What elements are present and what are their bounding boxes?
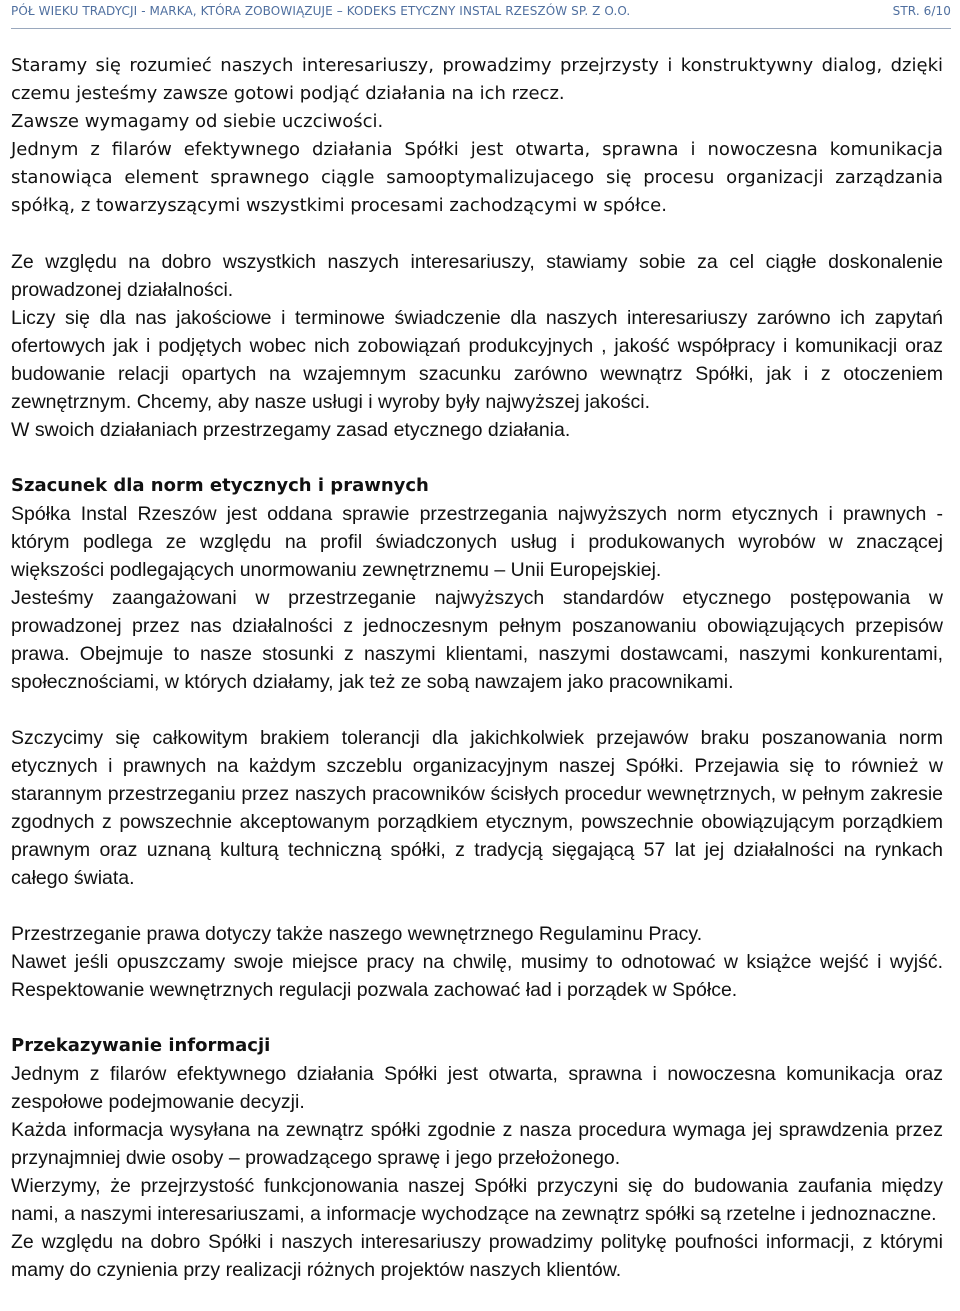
paragraph: Nawet jeśli opuszczamy swoje miejsce pracy na chwilę, musimy to odnotować w książce wejść i wyjść. Respektowanie wewnętrznych regulacji pozwala zachować ład i porządek w Spółce.: [11, 951, 943, 1001]
paragraph: Jednym z filarów efektywnego działania Spółki jest otwarta, sprawna i nowoczesna komunikacja oraz zespołowe podejmowanie decyzji.: [11, 1063, 943, 1113]
document-title: PÓŁ WIEKU TRADYCJI - MARKA, KTÓRA ZOBOWIĄZUJE – KODEKS ETYCZNY INSTAL RZESZÓW SP. Z O.O.: [11, 4, 631, 18]
paragraph: Każda informacja wysyłana na zewnątrz spółki zgodnie z nasza procedura wymaga jej sprawdzenia przez przynajmniej dwie osoby – prowadzącego sprawę i jego przełożonego.: [11, 1119, 943, 1169]
section-heading: Szacunek dla norm etycznych i prawnych: [11, 475, 429, 496]
paragraph: Wierzymy, że przejrzystość funkcjonowania naszej Spółki przyczyni się do budowania zaufania między nami, a naszymi interesariuszami, a informacje wychodzące na zewnątrz spółki są rzetelne i jednoznaczne.: [11, 1175, 943, 1225]
paragraph: Staramy się rozumieć naszych interesariuszy, prowadzimy przejrzysty i konstruktywny dialog, dzięki czemu jesteśmy zawsze gotowi podjąć działania na ich rzecz.: [11, 55, 943, 104]
paragraph: Przestrzeganie prawa dotyczy także naszego wewnętrznego Regulaminu Pracy.: [11, 923, 703, 945]
document-body: [11, 52, 943, 1284]
paragraph: Zawsze wymagamy od siebie uczciwości.: [11, 111, 384, 132]
paragraph: Szczycimy się całkowitym brakiem tolerancji dla jakichkolwiek przejawów braku poszanowania norm etycznych i prawnych na każdym szczeblu organizacyjnym naszej Spółki. Przejawia się to również w starannym przestrzeganiu przez naszych pracowników ścisłych procedur wewnętrznych, w pełnym zakresie zgodnych z powszechnie akceptowanym porządkiem etycznym, powszechnie obowiązującym porządkiem prawnym oraz uznaną kulturą techniczną spółki, z tradycją sięgającą 57 lat jej działalności na rynkach całego świata.: [11, 727, 943, 889]
paragraph: Jednym z filarów efektywnego działania Spółki jest otwarta, sprawna i nowoczesna komunikacja stanowiąca element sprawnego ciągle samooptymalizujacego się procesu organizacji zarządzania spółką, z towarzyszącymi wszystkimi procesami zachodzącymi w spółce.: [11, 139, 943, 216]
paragraph: W swoich działaniach przestrzegamy zasad etycznego działania.: [11, 419, 571, 441]
paragraph: Liczy się dla nas jakościowe i terminowe świadczenie dla naszych interesariuszy zarówno ich zapytań ofertowych jak i podjętych wobec nich zobowiązań produkcyjnych , jakość współpracy i komunikacji oraz budowanie relacji opartych na wzajemnym szacunku zarówno wewnątrz Spółki, jak i z otoczeniem zewnętrznym. Chcemy, aby nasze usługi i wyroby były najwyższej jakości.: [11, 307, 943, 413]
section-heading: Przekazywanie informacji: [11, 1035, 271, 1056]
paragraph: Ze względu na dobro wszystkich naszych interesariuszy, stawiamy sobie za cel ciągłe doskonalenie prowadzonej działalności.: [11, 251, 943, 301]
paragraph: Jesteśmy zaangażowani w przestrzeganie najwyższych standardów etycznego postępowania w prowadzonej przez nas działalności z jednoczesnym pełnym poszanowaniu obowiązujących przepisów prawa. Obejmuje to nasze stosunki z naszymi klientami, naszymi dostawcami, naszymi konkurentami, społecznościami, w których działamy, jak też ze sobą nawzajem jako pracownikami.: [11, 587, 943, 693]
page-header: [11, 0, 951, 29]
paragraph: Ze względu na dobro Spółki i naszych interesariuszy prowadzimy politykę poufności informacji, z którymi mamy do czynienia przy realizacji różnych projektów naszych klientów.: [11, 1231, 943, 1281]
page-number: STR. 6/10: [892, 4, 951, 18]
paragraph: Spółka Instal Rzeszów jest oddana sprawie przestrzegania najwyższych norm etycznych i prawnych - którym podlega ze względu na profil świadczonych usług i produkowanych wyrobów w znaczącej większości podlegających unormowaniu zewnętrznemu – Unii Europejskiej.: [11, 503, 943, 581]
